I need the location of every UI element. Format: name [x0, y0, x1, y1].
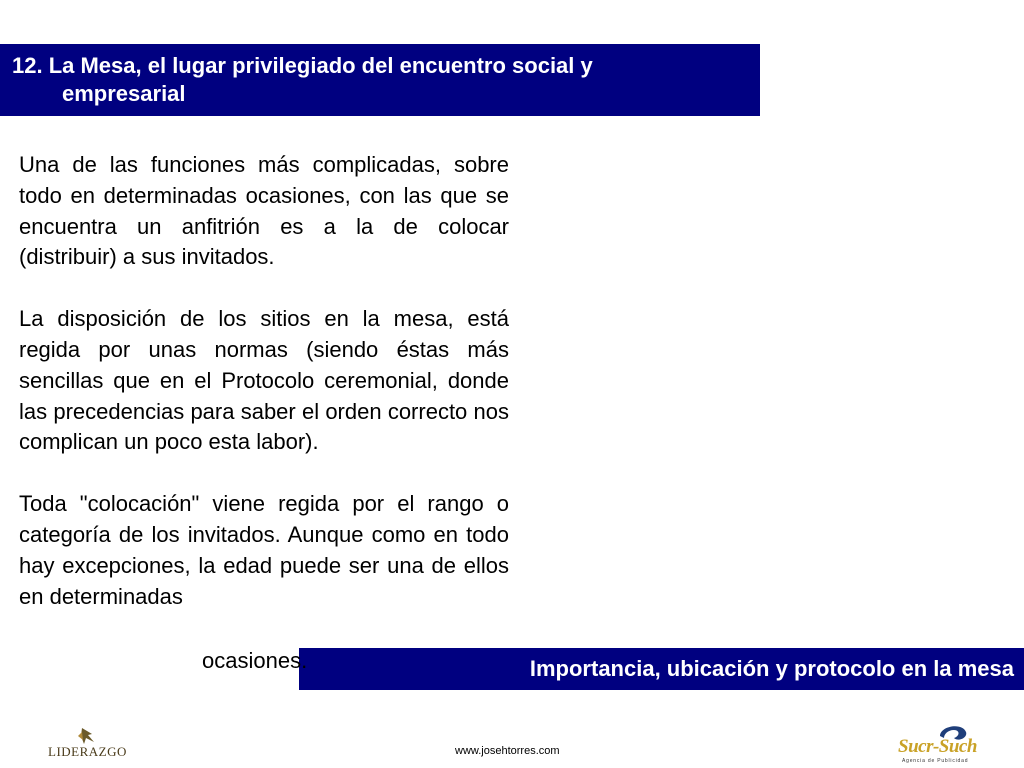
liderazgo-wordmark: LIDERAZGO	[48, 744, 127, 759]
title-banner	[0, 44, 760, 116]
sucr-such-wordmark: Sucr-Such	[898, 736, 977, 757]
paragraph-2: La disposición de los sitios en la mesa, está regida por unas normas (siendo éstas más sencillas que en el Protocolo ceremonial, donde las precedencias para saber el orden correcto nos complican un poco esta labor).	[19, 306, 509, 455]
sucr-such-logo	[896, 722, 986, 766]
footer-banner: Importancia, ubicación y protocolo en la mesa	[299, 648, 1024, 690]
paragraph-3: Toda "colocación" viene regida por el rango o categoría de los invitados. Aunque como en todo hay excepciones, la edad puede ser una de ellos en determinadas	[19, 491, 509, 609]
title-line-1: 12. La Mesa, el lugar privilegiado del encuentro social y	[12, 53, 593, 78]
sucr-such-tagline: Agencia de Publicidad	[902, 758, 969, 764]
body-text	[19, 150, 509, 612]
paragraph-1: Una de las funciones más complicadas, sobre todo en determinadas ocasiones, con las que se encuentra un anfitrión es a la de colocar (distribuir) a sus invitados.	[19, 152, 509, 270]
website-link[interactable]: www.josehtorres.com	[455, 745, 560, 757]
liderazgo-logo	[48, 726, 128, 762]
paragraph-3-overflow: ocasiones.	[202, 648, 308, 673]
title-line-2: empresarial	[62, 81, 186, 106]
